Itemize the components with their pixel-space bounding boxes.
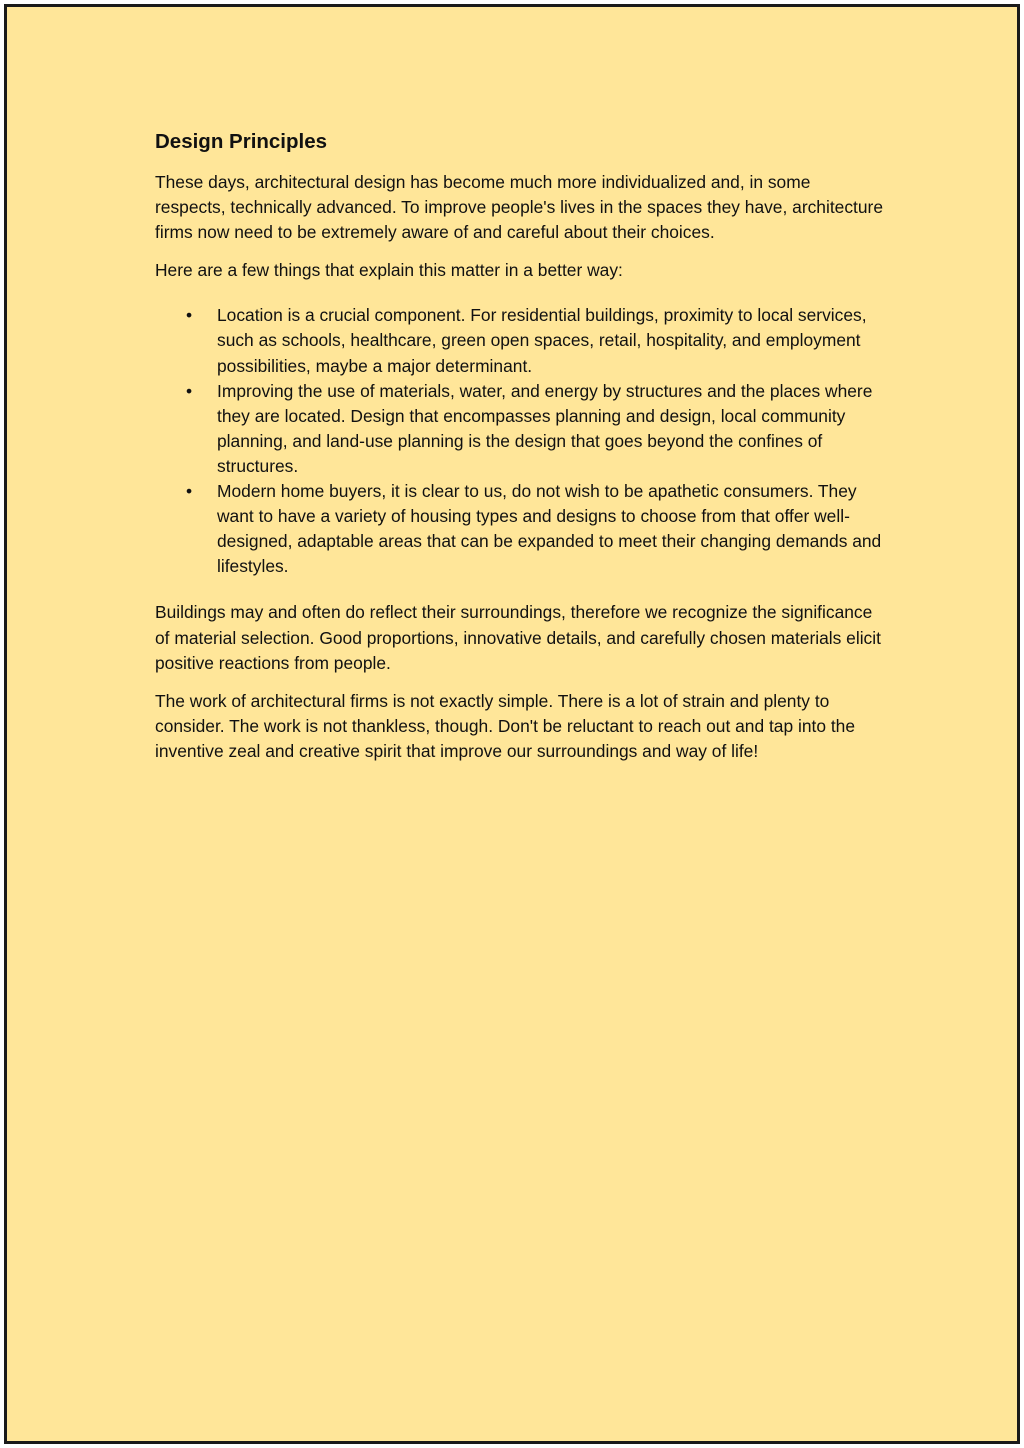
materials-paragraph: Buildings may and often do reflect their surroundings, therefore we recognize the significance of material selection. Good proportions, innovative details, and carefully chosen materials elicit positive reactions from people. xyxy=(155,602,881,673)
document-page xyxy=(4,4,1020,1444)
section-heading: Design Principles xyxy=(155,130,328,153)
list-lead-paragraph: Here are a few things that explain this matter in a better way: xyxy=(155,260,623,281)
closing-paragraph: The work of architectural firms is not exactly simple. There is a lot of strain and plenty to consider. The work is not thankless, though. Don't be reluctant to reach out and tap into the inventive zeal and creative spirit that improve our surroundings and way of life! xyxy=(155,690,856,761)
list-item: • Modern home buyers, it is clear to us, do not wish to be apathetic consumers. They want to have a variety of housing types and designs to choose from that offer well-designed, adaptable areas that can be expanded to meet their changing demands and lifestyles. xyxy=(217,479,885,579)
intro-paragraph: These days, architectural design has become much more individualized and, in some respects, technically advanced. To improve people's lives in the spaces they have, architecture firms now need to be extremely aware of and careful about their choices. xyxy=(155,172,884,243)
list-item: • Location is a crucial component. For residential buildings, proximity to local services, such as schools, healthcare, green open spaces, retail, hospitality, and employment possibilities, maybe a major determinant. xyxy=(217,303,885,378)
list-item: • Improving the use of materials, water, and energy by structures and the places where they are located. Design that encompasses planning and design, local community planning, and land-use planning is the design that goes beyond the confines of structures. xyxy=(217,379,885,479)
principles-list xyxy=(155,303,885,579)
document-body xyxy=(155,128,885,777)
